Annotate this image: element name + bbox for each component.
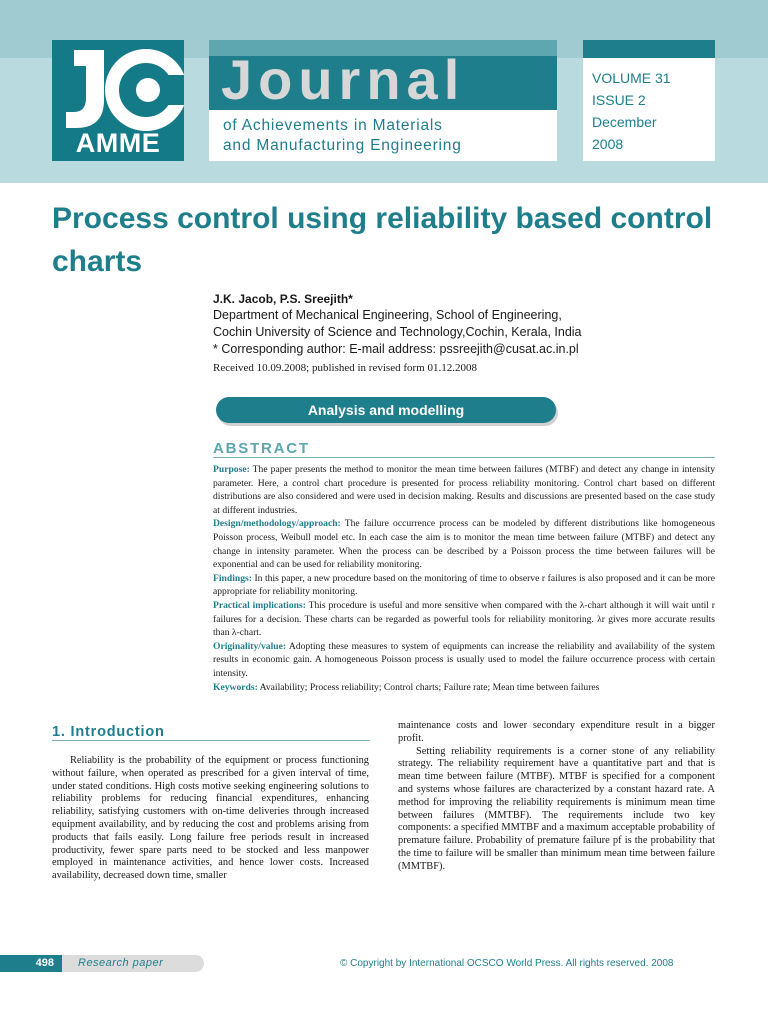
originality-text: Adopting these measures to system of equipments can increase the reliability and availability of the system results in economic gain. A homogeneous Poisson process is usually used to model the failure occurrence process with certain intensity. — [213, 640, 715, 679]
journal-subtitle-line2: and Manufacturing Engineering — [223, 137, 462, 154]
design-text: The failure occurrence process can be modeled by different distributions like homogeneous Poisson process, Weibull model etc. In each case the aim is to monitor the mean time between failure (MTBF) and detect any change in intensity parameter. When the process can be described by a Poisson process the time between failures will be exponential and can be used for reliability monitoring. — [213, 518, 715, 571]
page-number: 498 — [0, 955, 62, 972]
paper-type-badge: Research paper — [62, 955, 204, 972]
article-authors: J.K. Jacob, P.S. Sreejith* — [213, 292, 353, 306]
jamme-logo — [52, 40, 184, 161]
abstract-heading: ABSTRACT — [213, 440, 310, 457]
section-badge: Analysis and modelling — [216, 397, 556, 423]
author-affiliation — [213, 307, 713, 358]
design-label: Design/methodology/approach: — [213, 518, 341, 530]
abstract-findings — [213, 572, 715, 599]
abstract-design — [213, 517, 715, 571]
keywords-text: Availability; Process reliability; Control charts; Failure rate; Mean time between failures — [257, 681, 600, 693]
introduction-heading: 1. Introduction — [52, 724, 165, 740]
article-title: Process control using reliability based control charts — [52, 202, 713, 278]
purpose-text: The paper presents the method to monitor the mean time between failures (MTBF) and detect any change in intensity parameter. Here, a control chart procedure is presented for process reliability monitoring. Control chart based on different distributions are also considered and were used in decision making. Results and discussions are presented based on the case study at different industries. — [213, 464, 715, 516]
keywords-label: Keywords: — [213, 681, 258, 693]
journal-title-box — [209, 40, 557, 161]
abstract-divider — [213, 457, 715, 458]
abstract-practical — [213, 599, 715, 640]
abstract-body — [213, 463, 715, 694]
issue-info-bar — [583, 40, 715, 58]
purpose-label: Purpose: — [213, 464, 250, 475]
abstract-keywords — [213, 681, 715, 695]
introduction-divider — [52, 740, 370, 741]
abstract-originality — [213, 640, 715, 681]
intro-paragraph: Reliability is the probability of the equipment or process functioning without failure, when operated as prescribed for a given interval of time, under stated conditions. High costs motive seeking engineering solutions to reliability problems for reducing financial expenditures, enhancing reliability, satisfying customers with on-time deliveries through increased equipment availability, and by reducing the cost and problems arising from products that fails easily. Long failure free periods result in increased productivity, fewer spare parts need to be stocked and less manpower employed in maintenance activities, and hence lower costs. Increased availability, decreased down time, smaller — [52, 755, 369, 882]
year-label: 2008 — [592, 136, 624, 152]
journal-subtitle-line1: of Achievements in Materials — [223, 117, 443, 134]
intro-paragraph: Setting reliability requirements is a corner stone of any reliability strategy. The reliability requirement have a quantitative part and that is mean time between failure (MTBF). MTBF is specified for a component and systems whose failures are characterized by a constant hazard rate. A method for improving the reliability requirements is minimum mean time between failures (MMTBF). The requirements include two key components: a specified MMTBF and a maximum acceptable probability of premature failure. Probability of premature failure pf is the probability that the time to failure will be smaller than minimum mean time between failure (MMTBF). — [398, 745, 715, 872]
issue-info — [592, 67, 671, 155]
month-label: December — [592, 114, 657, 130]
practical-label: Practical implications: — [213, 599, 306, 611]
intro-column-right — [398, 720, 715, 874]
practical-text: This procedure is useful and more sensitive when compared with the λ-chart although it will wait until r failures for a decision. These charts can be regarded as powerful tools for reliability monitoring. λr gives more accurate results than λ-chart. — [213, 599, 715, 639]
corresponding-author: * Corresponding author: E-mail address: pssreejith@cusat.ac.in.pl — [213, 342, 579, 356]
intro-paragraph-continued: maintenance costs and lower secondary expenditure result in a bigger profit. — [398, 720, 715, 744]
journal-wordmark: Journal — [221, 48, 466, 111]
affiliation-line2: Cochin University of Science and Technology,Cochin, Kerala, India — [213, 325, 582, 339]
intro-column-left — [52, 755, 369, 883]
copyright-notice: © Copyright by International OCSCO World Press. All rights reserved. 2008 — [340, 958, 674, 969]
volume-label: VOLUME 31 — [592, 70, 671, 86]
issue-info-box — [583, 40, 715, 161]
findings-label: Findings: — [213, 572, 252, 584]
logo-text: AMME — [75, 128, 161, 158]
originality-label: Originality/value: — [213, 640, 287, 652]
findings-text: In this paper, a new procedure based on the monitoring of time to observe r failures is also proposed and it can be more appropriate for reliability monitoring. — [213, 572, 715, 598]
received-dates: Received 10.09.2008; published in revised form 01.12.2008 — [213, 362, 477, 374]
abstract-purpose — [213, 463, 715, 517]
journal-subtitle — [223, 116, 462, 156]
affiliation-line1: Department of Mechanical Engineering, School of Engineering, — [213, 308, 562, 322]
issue-label: ISSUE 2 — [592, 92, 646, 108]
